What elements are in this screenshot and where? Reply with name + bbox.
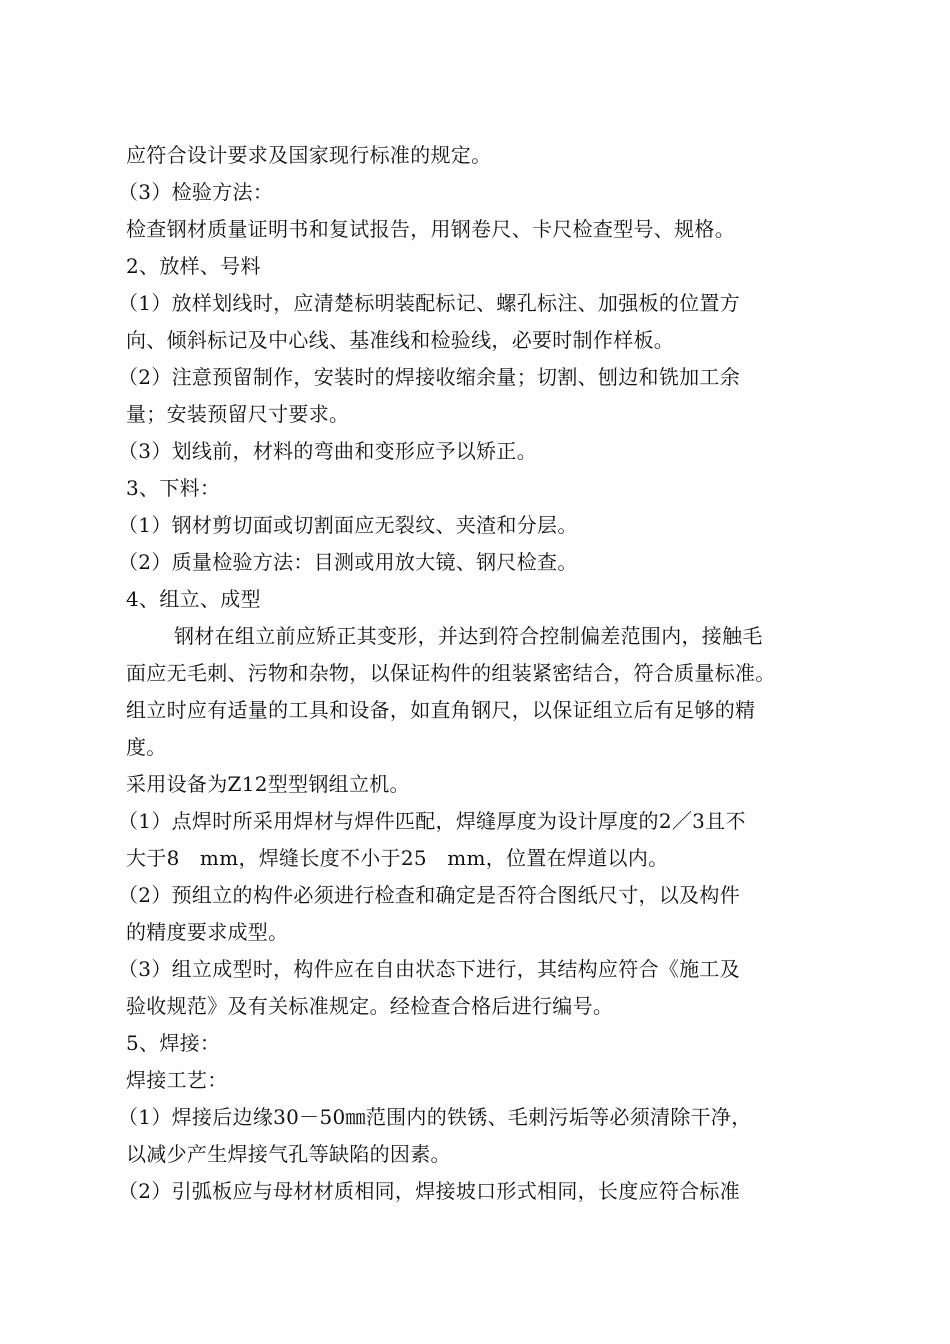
text-line: （1）焊接后边缘30－50㎜范围内的铁锈、毛刺污垢等必须清除干净， (118, 1105, 752, 1129)
text-line: 检查钢材质量证明书和复试报告，用钢卷尺、卡尺检查型号、规格。 (126, 217, 735, 241)
text-line: 采用设备为Z12型型钢组立机。 (126, 772, 410, 796)
text-line: （3）划线前，材料的弯曲和变形应予以矫正。 (118, 439, 538, 463)
text-line: 焊接工艺： (126, 1068, 228, 1092)
text-line: 面应无毛刺、污物和杂物，以保证构件的组装紧密结合，符合质量标准。 (126, 661, 776, 685)
text-line: （3）组立成型时，构件应在自由状态下进行，其结构应符合《施工及 (118, 957, 741, 981)
section-heading: 4、组立、成型 (126, 587, 261, 611)
text-line: （2）注意预留制作，安装时的焊接收缩余量；切割、刨边和铣加工余 (118, 365, 741, 389)
text-line: 度。 (126, 735, 167, 759)
text-line: 向、倾斜标记及中心线、基准线和检验线，必要时制作样板。 (126, 328, 675, 352)
section-heading: 3、下料： (126, 476, 221, 500)
text-line: 钢材在组立前应矫正其变形，并达到符合控制偏差范围内，接触毛 (174, 624, 763, 648)
text-line: 应符合设计要求及国家现行标准的规定。 (126, 143, 492, 167)
text-line: 大于8 mm，焊缝长度不小于25 mm，位置在焊道以内。 (126, 846, 669, 870)
text-line: （1）点焊时所采用焊材与焊件匹配，焊缝厚度为设计厚度的2／3且不 (118, 809, 746, 833)
text-line: 的精度要求成型。 (126, 920, 289, 944)
section-heading: 5、焊接： (126, 1031, 221, 1055)
text-line: （2）预组立的构件必须进行检查和确定是否符合图纸尺寸，以及构件 (118, 883, 741, 907)
text-line: （2）质量检验方法：目测或用放大镜、钢尺检查。 (118, 550, 578, 574)
text-line: （3）检验方法： (118, 180, 274, 204)
text-line: 以减少产生焊接气孔等缺陷的因素。 (126, 1142, 451, 1166)
section-heading: 2、放样、号料 (126, 254, 261, 278)
text-line: （1）钢材剪切面或切割面应无裂纹、夹渣和分层。 (118, 513, 578, 537)
text-line: （1）放样划线时，应清楚标明装配标记、螺孔标注、加强板的位置方 (118, 291, 741, 315)
document-body (118, 137, 846, 1210)
text-line: 验收规范》及有关标准规定。经检查合格后进行编号。 (126, 994, 614, 1018)
text-line: （2）引弧板应与母材材质相同，焊接坡口形式相同，长度应符合标准 (118, 1179, 741, 1203)
text-line: 量；安装预留尺寸要求。 (126, 402, 350, 426)
text-line: 组立时应有适量的工具和设备，如直角钢尺，以保证组立后有足够的精 (126, 698, 756, 722)
